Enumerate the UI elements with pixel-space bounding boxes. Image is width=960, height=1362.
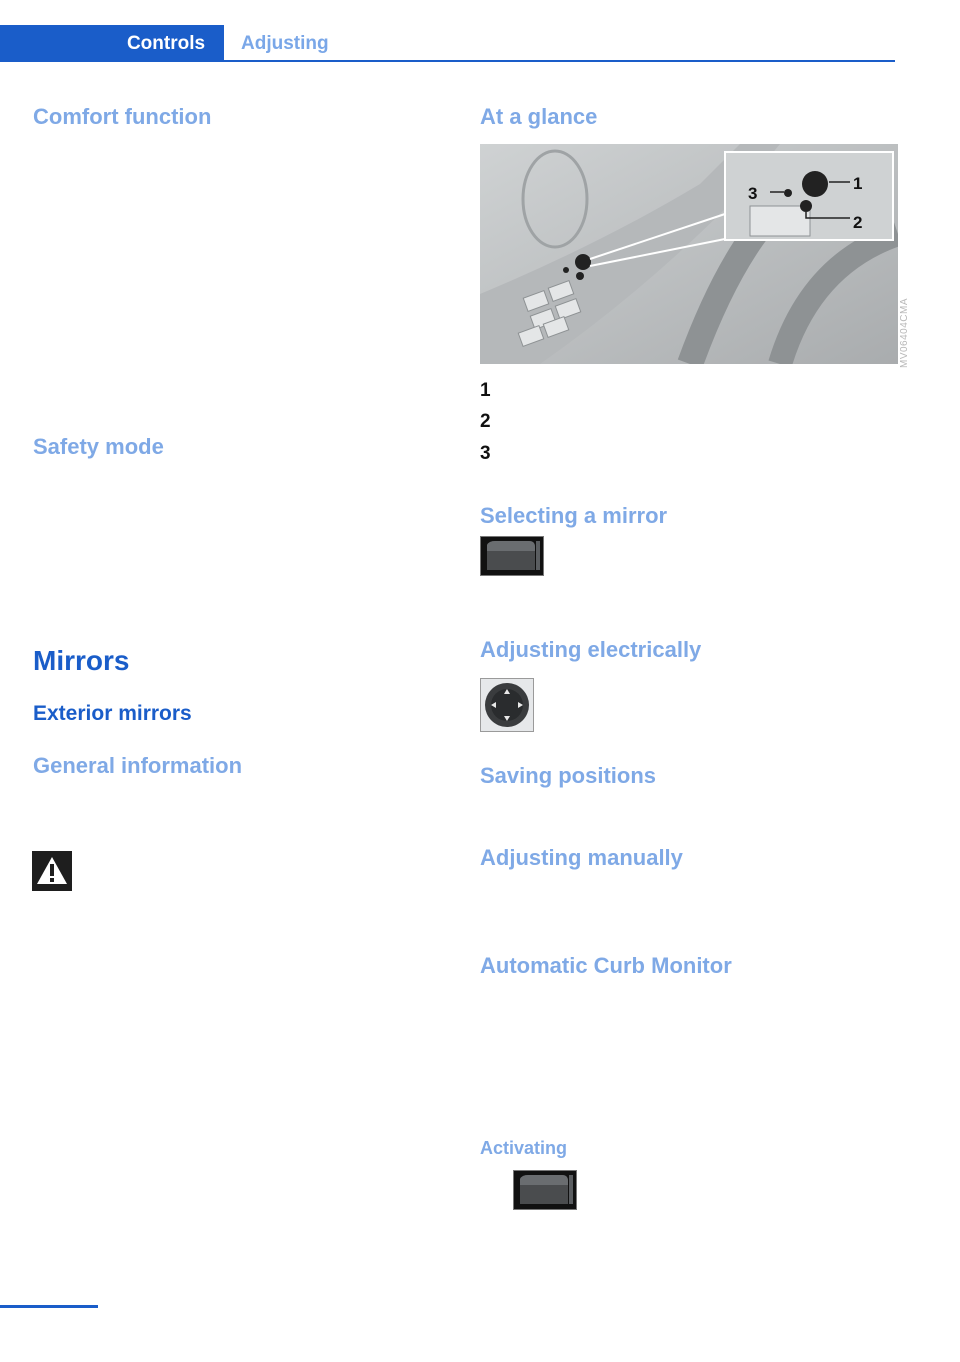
warning-triangle-icon [32, 851, 72, 891]
heading-adjusting-manually: Adjusting manually [480, 845, 683, 870]
heading-automatic-curb-monitor: Automatic Curb Monitor [480, 953, 732, 978]
heading-activating: Activating [480, 1138, 568, 1158]
heading-exterior-mirrors: Exterior mirrors [33, 702, 192, 725]
figure-label-1: 1 [853, 174, 863, 193]
heading-at-a-glance: At a glance [480, 104, 598, 129]
figure-code: MV06404CMA [899, 297, 910, 368]
heading-saving-positions: Saving positions [480, 763, 657, 788]
header-accent-block [0, 25, 108, 62]
curb-monitor-switch-icon [513, 1170, 577, 1210]
heading-comfort-function: Comfort function [33, 104, 212, 129]
figure-label-2: 2 [853, 213, 863, 232]
footer-rule [0, 1305, 98, 1308]
figure-label-3: 3 [748, 184, 758, 203]
four-way-direction-pad-icon [480, 678, 534, 732]
heading-mirrors: Mirrors [33, 645, 130, 676]
mirror-selector-switch-icon [480, 536, 544, 576]
heading-safety-mode: Safety mode [33, 434, 164, 459]
header-rule [0, 60, 895, 62]
heading-selecting-a-mirror: Selecting a mirror [480, 503, 668, 528]
tab-controls[interactable]: Controls [108, 25, 224, 62]
mirror-controls-photo [480, 144, 898, 364]
heading-general-information: General information [33, 753, 243, 778]
heading-adjusting-electrically: Adjusting electrically [480, 637, 702, 662]
tab-adjusting[interactable]: Adjusting [241, 33, 329, 54]
list-number-1: 1 [480, 380, 491, 401]
list-number-3: 3 [480, 443, 491, 464]
list-number-2: 2 [480, 411, 491, 432]
